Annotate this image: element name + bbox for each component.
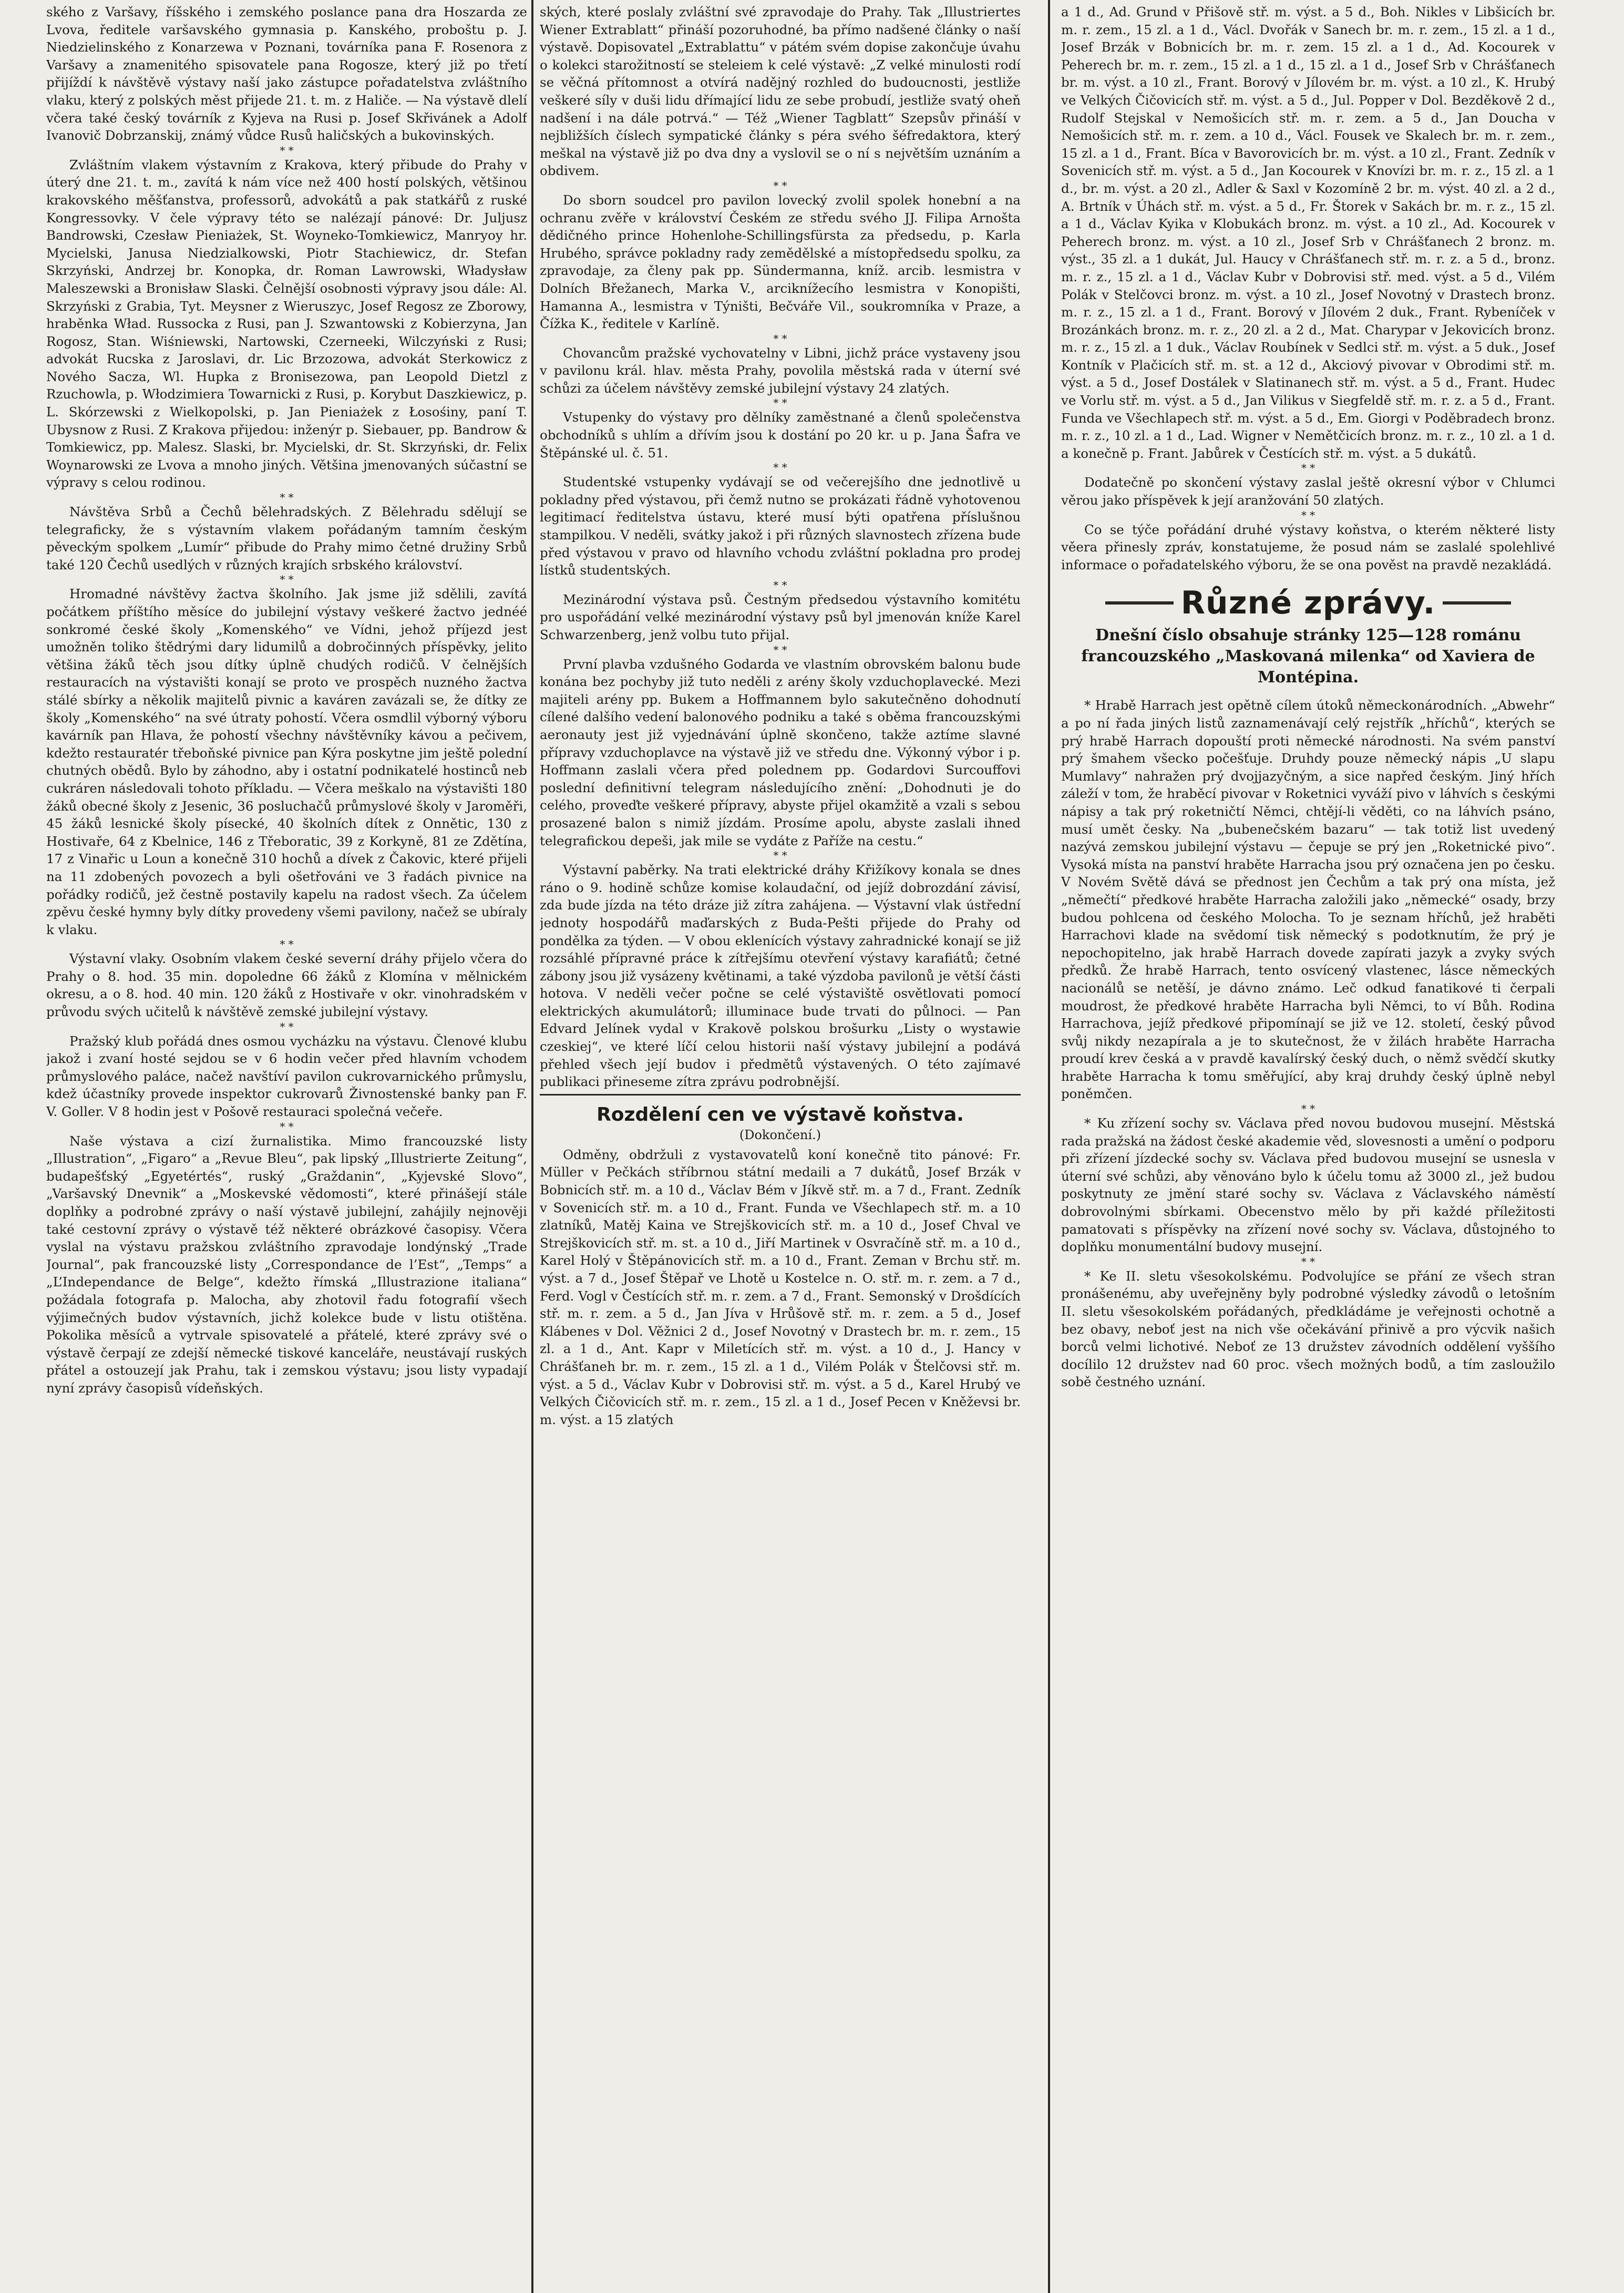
section-separator-stars: * *	[1301, 508, 1315, 521]
article-paragraph: Studentské vstupenky vydávají se od večerejšího dne jednotlivě u pokladny před výstavou, při čemž nutno se prokázati řádně vyhotovenou legitimací ředitelstva ústavu, které musí býti opatřena příslušnou stampilkou. V neděli, svátky jakož i při různých slavnostech zřízena bude před výstavou v pravo od hlavního vchodu zvláštní pokladna pro prodej lístků studentských.	[540, 474, 1021, 578]
article-paragraph: * Hrabě Harrach jest opětně cílem útoků německonárodních. „Abwehr“ a po ní řada jiných listů zaznamenávají celý rejstřík „hříchů“, kterých se prý hrabě Harrach dopouští proti německé národnosti. Na svém panství prý šmahem všecko počešťuje. Druhdy pouze německý nápis „U slapu Mumlavy“ nahražen prý dvojjazyčným, a sice napřed českým. Jiný hřích záleží v tom, že hraběcí pivovar v Roketnici vyváží pivo v láhvích s českými nápisy a tak prý roketničtí Němci, chtějí-li věděti, co na láhvích psáno, musí umět česky. Na „bubenečském bazaru“ — tak totiž list uvedený nazývá zemskou jubilejní výstavu — čepuje se prý jen „Roketnické pivo“. Vysoká místa na panství hraběte Harracha jsou prý označena jen po česku. V Novém Světě dává se přednost jen Čechům a tak prý ona místa, jež „němečtí“ předkové hraběte Harracha založili jako „německé“ osady, brzy budou pohlcena od českého Molocha. To je seznam hříchů, jež hraběti Harrachovi klade na svědomí tisk německý s podotknutím, že prý je nepochopitelno, jak hrabě Harrach dovede zapírati jazyk a zvyky svých předků. Že hrabě Harrach, tento osvícený vlastenec, lásce německých nacionálů se netěší, je dávno známo. Leč odkud fanatikové ti čerpali moudrost, že předkové hraběte Harracha byli Němci, to ví Bůh. Rodina Harrachova, jejíž předkové připomínají se již ve 12. století, český původ svůj nikdy nezapírala a je to skutečnost, že v žilách hraběte Harracha proudí krev česká a v pravdě kavalírský český duch, o němž svědčí skutky hraběte Harracha k tomu směřující, aby kraj druhdy český úplně nebyl poněmčen.	[1061, 698, 1555, 1102]
section-separator-stars: * *	[280, 1120, 294, 1133]
article-paragraph: Chovancům pražské vychovatelny v Libni, jichž práce vystaveny jsou v pavilonu král. hlav. města Prahy, povolila městská rada v úterní své schůzi za účelem návštěvy zemské jubilejní výstavy 24 zlatých.	[540, 345, 1021, 396]
section-separator-stars: * *	[1301, 1102, 1315, 1115]
section-separator-stars: * *	[1301, 1255, 1315, 1268]
column-middle	[540, 3, 1021, 2287]
article-paragraph: Hromadné návštěvy žactva školního. Jak jsme již sdělili, zavítá počátkem příštího měsíce do jubilejní výstavy veškeré žactvo jednéé sonkromé české školy „Komenského“ ve Vídni, jehož příjezd jest umožněn toliko štědrými dary lidumilů a dobročinných příspěvky, jelito většina žáků těch jsou dítky úplně chudých rodičů. V čelnějších restauracích na výstavišti konají se proto ve prospěch nuzného žactva stálé sbírky a několik majitelů pivnic a kaváren zavázali se, že dítky ze školy „Komenského“ na své útraty pohostí. Včera osmdlil výborný výboru kavárník pan Hlava, že pohostí všechny návštěvníky kávou a pečivem, kdežto restauratér třeboňské pivnice pan Kýra poskytne jim ještě polední chutných obědů. Bylo by záhodno, aby i ostatní podnikatelé hostinců neb cukráren následovali tohoto příkladu. — Včera meškalo na výstavišti 180 žáků obecné školy z Jesenic, 36 posluchačů průmyslové školy v Jaroměři, 45 žáků lesnické školy písecké, 40 školních dítek z Onnětic, 130 z Hostivaře, 64 z Kbelnice, 146 z Třeboratic, 39 z Korkyně, 81 ze Zdětína, 17 z Vinařic u Loun a konečně 310 hochů a dívek z Čakovic, které přijeli na 11 zdobených povozech a byli ošetřováni ve 3 řadách pivnice na pořádky rodičů, jež čestně postavily kapelu na radost všech. Za účelem zpěvu české hymny byly dítky provedeny všemi pavilony, načež se ubíraly k vlaku.	[46, 586, 527, 937]
headline-rule	[1443, 601, 1511, 605]
article-paragraph: ských, které poslaly zvláštní své zpravodaje do Prahy. Tak „Illustriertes Wiener Extrablatt“ přináší pozoruhodné, ba přímo nadšené články o naší výstavě. Dopisovatel „Extrablattu“ v pátém svém dopise zakončuje úvahu o kolekci starožitností se steleiem k celé výstavě: „Z velké minulosti rodí se věčná přítomnost a otvírá nadějný rozhled do budoucnosti, jestliže veškeré síly v duši lidu dřímající lidu ze sebe probudí, jestliže svatý oheň nadšení i na dále potrvá.“ — Též „Wiener Tagblatt“ Szepsův přináší v nejbližších číslech sympatické články s péra svého šéfredaktora, který meškal na výstavě již po dva dny a vyslovil se o ní s největším uznáním a obdivem.	[540, 4, 1021, 179]
column-right	[1061, 3, 1555, 2287]
article-paragraph: Co se týče pořádání druhé výstavy koňstva, o kterém některé listy věera přinesly zpráv, konstatujeme, že posud nám se zaslalé spolehlivé informace o pořadatelského výboru, že se ona pověst na pravdě nezakládá.	[1061, 521, 1555, 572]
section-separator-stars: * *	[280, 491, 294, 504]
column-left	[46, 3, 527, 2287]
article-paragraph: * Ku zřízení sochy sv. Václava před novou budovou musejní. Městská rada pražská na žádost české akademie věd, slovesnosti a umění o podporu při zřízení jízdecké sochy sv. Václava před budovou musejní se usnesla v úterní své schůzi, aby věnováno bylo k účelu tomu až 3000 zl., jež budou poskytnuty ze jmění staré sochy sv. Václava z Václavského náměstí dobrovolnými sbírkami. Obecenstvo mělo by při každé příležitosti pamatovati s příspěvky na zřízení nové sochy sv. Václava, důstojného to doplňku monumentální budovy musejní.	[1061, 1115, 1555, 1255]
section-headline	[1061, 586, 1555, 620]
article-paragraph: * Ke II. sletu všesokolskému. Podvolujíce se přání ze všech stran pronášenému, aby uveřejněny byly podrobné výsledky závodů o letošním II. sletu všesokolském pořádaných, předkládáme je veřejnosti ochotně a bez obavy, neboť jest na nich vše očekávání přinivě a pro výcvik našich borců velmi lichotivé. Neboť ze 13 družstev závodních oddělení vyššího docílilo 12 družstev nad 60 proc. všech možných bodů, a tím zasloužilo sobě čestného uznání.	[1061, 1268, 1555, 1390]
section-separator-stars: * *	[280, 144, 294, 157]
headline-rule	[1105, 601, 1174, 605]
section-separator-stars: * *	[773, 332, 787, 345]
section-title: Rozdělení cen ve výstavě koňstva.	[597, 1103, 964, 1125]
column-divider	[1048, 0, 1050, 2293]
section-separator-stars: * *	[280, 938, 294, 951]
section-separator-stars: * *	[280, 573, 294, 586]
section-separator-stars: * *	[1301, 462, 1315, 475]
section-separator-stars: * *	[773, 396, 787, 410]
section-separator-stars: * *	[773, 578, 787, 591]
article-paragraph: Naše výstava a cizí žurnalistika. Mimo francouzské listy „Illustration“, „Figaro“ a „Revue Bleu“, pak lipský „Illustrierte Zeitung“, budapešťský „Egyetértés“, ruský „Graždanin“, „Kyjevské Slovo“, „Varšavský Dnevnik“ a „Moskevské vědomosti“, které přinášejí stále doplňky a podrobné zprávy o naší výstavě jubilejní, zahájily nejnověji také cestovní zprávy o výstavě též některé obrázkové časopisy. Včera vyslal na výstavu pražskou zvláštního zpravodaje londýnský „Trade Journal“, pak francouzské listy „Correspondance de l’Est“, „Temps“ a „L’Independance de Belge“, kdežto římská „Illustrazione italiana“ požádala fotografa p. Malocha, aby zhotovil řadu fotografií všech výjimečných budov výstavních, jichž kolekce bude v listu otištěna. Pokolika měsíců a vytrvale spisovatelé a přátelé, které zprávy své o výstavě čerpají ze zdejší německé tiskové kanceláře, neustávají ruských přátel a ostouzejí jak Prahu, tak i zemskou výstavu; jsou listy vypadají nyní zprávy časopisů vídeňských.	[46, 1133, 527, 1396]
article-paragraph: Pražský klub pořádá dnes osmou vycházku na výstavu. Členové klubu jakož i zvaní hosté sejdou se v 6 hodin večer před hlavním vchodem průmyslového paláce, načež navštíví pavilon cukrovarnického průmyslu, kdež účastníky provede inspektor cukrovarů Živnostenské banky pan F. V. Goller. V 8 hodin jest v Pošově restauraci společná večeře.	[46, 1033, 527, 1120]
notice-text: Dnešní číslo obsahuje stránky 125—128 románu francouzského „Maskovaná milenka“ od Xaviera de Montépina.	[1081, 626, 1535, 687]
article-paragraph: Výstavní paběrky. Na trati elektrické dráhy Křižíkovy konala se dnes ráno o 9. hodině schůze komise kolaudační, od jejíž dobrozdání závisí, zda bude jízda na této dráze již zítra zahájena. — Výstavní vlak ústřední jednoty hospodářů maďarských z Buda-Pešti přijede do Prahy od pondělka za týden. — V obou eklenících výstavy zahradnické konají se již rozsáhlé přípravné práce k zítřejšímu otevření výstavy karafiátů; četné zábony jsou již vysázeny květinami, a také výzdoba pavilonů je větší části hotova. V neděli večer počne se celé výstaviště osvětlovati pomocí elektrických akumulátorů; illuminace bude trvati do půlnoci. — Pan Edvard Jelínek vydal v Krakově polskou brošurku „Listy o wystawie czeskiej“, ve které líčí celou historii naší výstavy jubilejní a podává přehled všech její budov i předmětů výstavených. O této zajímavé publikaci přineseme zítra zprávu podrobnější.	[540, 862, 1021, 1090]
article-paragraph: Vstupenky do výstavy pro dělníky zaměstnané a členů společenstva obchodníků s uhlím a dřívím jsou k dostání po 20 kr. u p. Jana Šafra ve Štěpánské ul. č. 51.	[540, 410, 1021, 460]
section-separator-stars: * *	[773, 849, 787, 862]
article-paragraph: Dodatečně po skončení výstavy zaslal ještě okresní výbor v Chlumci věrou jako příspěvek k její aranžování 50 zlatých.	[1061, 475, 1555, 508]
article-paragraph: Do sborn soudcel pro pavilon lovecký zvolil spolek honební a na ochranu zvěře v království Českém ze středu svého JJ. Filipa Arnošta dědičného prince Hohenlohe-Schillingsfürsta za předsedu, p. Karla Hrubého, správce pokladny rady zemědělské a místopředsedu spolku, za zpravodaje, za členy pak pp. Sündermanna, kníž. arcib. lesmistra v Dolních Břežanech, Marka V., arciknížecího lesmistra v Konopišti, Hamanna A., lesmistra v Týništi, Bečváře Vil., soukromníka v Praze, a Čížka K., ředitele v Karlíně.	[540, 192, 1021, 332]
article-paragraph: Výstavní vlaky. Osobním vlakem české severní dráhy přijelo včera do Prahy o 8. hod. 35 min. dopoledne 66 žáků z Klomína v mělnickém okresu, a o 8. hod. 40 min. 120 žáků z Hostivaře v okr. vinohradském v průvodu svých učitelů k návštěvě zemské jubilejní výstavy.	[46, 951, 527, 1020]
section-separator-stars: * *	[773, 461, 787, 474]
article-paragraph: Odměny, obdržuli z vystavovatelů koní konečně tito pánové: Fr. Müller v Pečkách stříbrnou státní medaili a 7 dukátů, Josef Brzák v Bobnicích stř. m. a 10 d., Václav Bém v Jíkvě stř. m. a 7 d., Frant. Zedník v Sovenicích stř. m. a 10 d., Frant. Funda ve Všechlapech stř. m. a 10 zlatníků, Matěj Kaina ve Strejškovicích stř. m. a 10 d., Josef Chval ve Strejškovicích stř. m. st. a 10 d., Jiří Martinek v Osvračíně stř. m. a 10 d., Karel Holý v Štěpánovicích stř. m. a 10 d., Frant. Zeman v Brchu stř. m. výst. a 7 d., Josef Štěpař ve Lhotě u Kostelce n. O. stř. m. r. zem. a 7 d., Ferd. Vogl v Čestících stř. m. r. zem. a 7 d., Frant. Semonský v Drošdících stř. m. r. zem. a 5 d., Jan Jíva v Hrůšově stř. m. r. zem. a 5 d., Josef Klábenes v Dol. Věžnici 2 d., Josef Novotný v Drastech br. m. r. zem., 15 zl. a 1 d., Ant. Kapr v Miletících stř. m. výst. a 10 d., J. Hancy v Chrášťaneh br. m. r. zem., 15 zl. a 1 d., Vilém Polák v Štelčovsi stř. m. výst. a 5 d., Václav Kubr v Dobrovisi stř. m. výst. a 5 d., Karel Hrubý ve Velkých Čičovicích stř. m. r. zem., 15 zl. a 1 d., Josef Pecen v Kněževsi br. m. výst. a 15 zlatých	[540, 1146, 1021, 1427]
section-separator-stars: * *	[280, 1020, 294, 1033]
article-paragraph: Mezinárodní výstava psů. Čestným předsedou výstavního komitétu pro uspořádání velké mezinárodní výstavy psů byl jmenován kníže Karel Schwarzenberg, jenž volbu tuto přijal.	[540, 591, 1021, 642]
section-separator-stars: * *	[773, 179, 787, 192]
article-paragraph: a 1 d., Ad. Grund v Přišově stř. m. výst. a 5 d., Boh. Nikles v Libšicích br. m. r. zem., 15 zl. a 1 d., Václ. Dvořák v Sanech br. m. r. zem., 15 zl. a 1 d., Josef Brzák v Bobnicích br. m. r. zem. 15 zl. a 1 d., Ad. Kocourek v Peherech br. m. r. zem., 15 zl. a 1 d., 15 zl. a 1 d., Josef Srb v Chrášťanech br. m. výst. a 10 zl., Frant. Borový v Jílovém br. m. výst. a 10 zl., K. Hrubý ve Velkých Čičovicích stř. m. výst. a 5 d., Jul. Popper v Dol. Bezděkově 2 d., Rudolf Stejskal v Nemošicích stř. m. r. zem. a 5 d., Jan Doucha v Nemošicích stř. m. r. zem. a 10 d., Václ. Fousek ve Skalech br. m. r. zem., 15 zl. a 1 d., Frant. Bíca v Bavorovicích br. m. výst. a 10 zl., Frant. Zedník v Sovenicích stř. m. výst. a 5 d., Jan Kocourek v Knovízi br. m. r. z., 15 zl. a 1 d., br. m. výst. a 20 zl., Adler & Saxl v Kozomíně 2 br. m. výst. 40 zl. a 2 d., A. Brtník v Úhách stř. m. výst. a 5 d., Fr. Štorek v Sakách br. m. r. z., 15 zl. a 1 d., Václav Kyika v Klobukách bronz. m. výst. a 10 zl., Ad. Kocourek v Peherech bronz. m. výst. a 10 zl., Josef Srb v Chrášťanech 2 bronz. m. výst., 35 zl. a 1 dukát, Jul. Haucy v Chrášťanech stř. m. r. z. a 5 d., bronz. m. r. z., 15 zl. a 1 d., Václav Kubr v Dobrovisi stř. med. výst. a 5 d., Vilém Polák v Stelčovci bronz. m. výst. a 10 zl., Josef Novotný v Drastech bronz. m. r. z., 15 zl. a 1 d., Frant. Borový v Jílovém 2 duk., Frant. Rybeníček v Brozánkách bronz. m. r. z., 20 zl. a 2 d., Mat. Charypar v Jekovicích bronz. m. r. z., 15 zl. a 1 duk., Václav Roubínek v Sedlci stř. m. výst. a 5 duk., Josef Kontník v Plačicích stř. m. st. a 12 d., Akciový pivovar v Obrodimi stř. m. výst. a 5 d., Josef Dostálek v Slatinanech stř. m. výst. a 5 d., Frant. Hudec ve Vorlu stř. m. výst. a 5 d., Jan Vilikus v Siegfeldě stř. m. r. z. a 5 d., Frant. Funda ve Všechlapech stř. m. výst. a 5 d., Em. Giorgi v Poděbradech bronz. m. r. z., 10 zl. a 1 d., Lad. Wigner v Nemětčicích bronz. m. r. z., 10 zl. a 1 d. a konečně p. Frant. Jabůrek v Čestících stř. m. výst. a 5 dukátů.	[1061, 4, 1555, 461]
article-paragraph: Návštěva Srbů a Čechů bělehradských. Z Bělehradu sdělují se telegraficky, že s výstavním vlakem pořádaným tamním českým pěveckým spolkem „Lumír“ přibude do Prahy mimo četné družiny Srbů také 120 Čechů usedlých v různých krajích srbského království.	[46, 504, 527, 572]
article-paragraph: ského z Varšavy, říšského i zemského poslance pana dra Hoszarda ze Lvova, ředitele varšavského gymnasia p. Kanského, proboštu p. J. Niedzielinského z Konarzewa v Poznani, továrníka pana F. Rosenora z Varšavy a znamenitého spisovatele pana Rogosze, který již po třetí přijíždí k návštěvě výstavy naší jako zástupce pořadatelstva zvláštního vlaku, který z polských měst přijede 21. t. m. z Haliče. — Na výstavě dlelí včera také český továrník z Kyjeva na Rusi p. Josef Skřivánek a Adolf Ivanovič Dobrzanskij, známý vůdce Rusů haličských a bukovinských.	[46, 4, 527, 144]
section-rule	[540, 1094, 1021, 1096]
column-divider	[531, 0, 533, 2293]
article-paragraph: Zvláštním vlakem výstavním z Krakova, který přibude do Prahy v úterý dne 21. t. m., zavítá k nám více než 400 hostí polských, většinou krakovského měšťanstva, professorů, advokátů a pak statkářů z ruské Kongressovky. V čele výpravy této se nalézají pánové: Dr. Juljusz Bandrowski, Czesław Pieniażek, St. Woyneko-Tomkiewicz, Manryoy hr. Mycielski, Janusa Niedzialkowski, Piotr Stachiewicz, dr. Stefan Skrzyński, Andrzej br. Konopka, dr. Roman Lawrowski, Władysław Maleszewski a Bronisław Slaski. Čelnější osobnosti výpravy jsou dále: Al. Skrzyński z Grabia, Tyt. Meysner z Wieruszyc, Josef Regosz ze Zborowy, hraběnka Wład. Russocka z Rusi, pan J. Szwantowski z Kobierzyna, Jan Rogosz, Stan. Wiśniewski, Nartowski, Czerneeki, Wilczyński z Rusi; advokát Rucska z Jaroslavi, dr. Lic Brzozowa, advokát Sterkowicz z Nového Sacza, Wl. Hupka z Bronisezowa, pan Leopold Dietzl z Rzuchowla, p. Włodzimiera Towarnicki z Rusi, p. Korybut Daszkiewicz, p. L. Skórzewski z Wielkopolski, p. Jan Pieniażek z Łosośiny, paní T. Ubysnow z Rusi. Z Krakova přijedou: inženýr p. Siebauer, pp. Bandrow & Tomkiewicz, pp. Malesz. Slaski, br. Mycielski, dr. St. Skrzyński, dr. Felix Woynarowski ze Lvova a mnoho jiných. Většina jmenovaných súčastní se výpravy s celou rodinou.	[46, 157, 527, 490]
section-separator-stars: * *	[773, 643, 787, 656]
headline-text: Různé zprávy.	[1180, 585, 1436, 622]
section-subtitle: (Dokončení.)	[739, 1127, 821, 1142]
article-paragraph: První plavba vzdušného Godarda ve vlastním obrovském balonu bude konána bez pochyby již tuto neděli z arény školy vzduchoplavecké. Mezi majiteli arény pp. Bukem a Hoffmannem bylo sakutečněno dohodnutí cílené dalšího vedení balonového podniku a také s oběma francouzskými aeronauty jest již vyjednávání úplně skončeno, takže aztíme slavné přípravy vzduchoplavce na výstavě již ve středu dne. Výkonný výbor i p. Hoffmann zaslali včera před polednem pp. Godardovi Surcouffovi poslední definitivní telegram následujícího znění: „Dohodnuti je do celého, proveďte veškeré přípravy, abyste přijel okamžitě a vzali s sebou prosazené balon s nimiž jízdám. Prosíme apolu, abyste zaslali ihned telegrafickou depeši, jak mile se vydáte z Paříže na cestu.“	[540, 656, 1021, 848]
